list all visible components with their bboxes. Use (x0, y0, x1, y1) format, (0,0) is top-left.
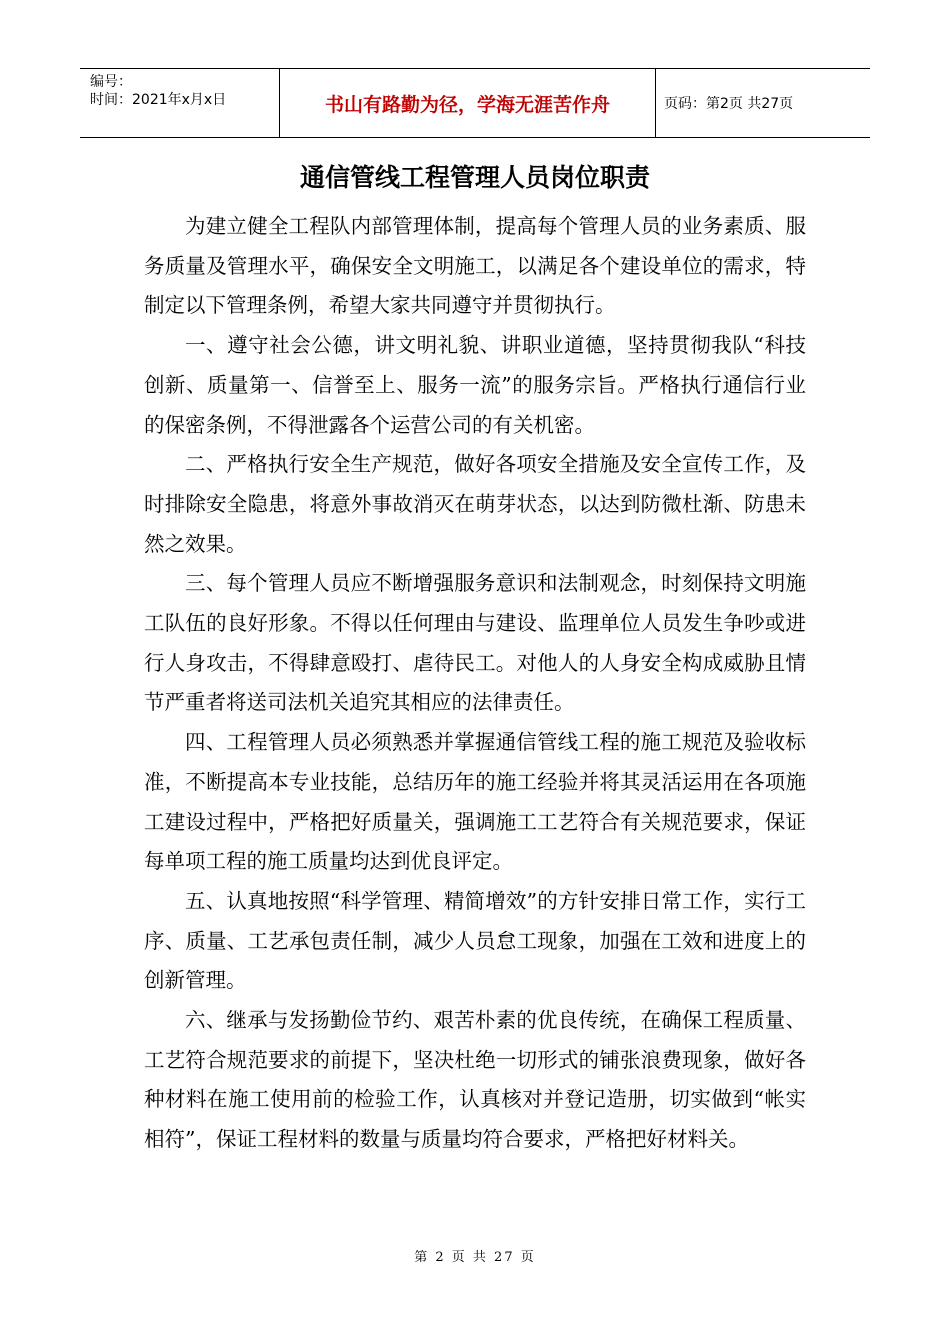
page-footer: 第 2 页 共 27 页 (414, 1250, 536, 1265)
document-body (144, 207, 806, 1160)
document-title: 通信管线工程管理人员岗位职责 (299, 163, 650, 192)
paragraph-clause-1: 一、遵守社会公德，讲文明礼貌、讲职业道德，坚持贯彻我队“科技创新、质量第一、信誉至上、服务一流”的服务宗旨。严格执行通信行业的保密条例，不得泄露各个运营公司的有关机密。 (144, 333, 806, 437)
paragraph-clause-2: 二、严格执行安全生产规范，做好各项安全措施及安全宣传工作，及时排除安全隐患，将意外事故消灭在萌芽状态，以达到防微杜渐、防患未然之效果。 (144, 452, 806, 556)
paragraph-intro: 为建立健全工程队内部管理体制，提高每个管理人员的业务素质、服务质量及管理水平，确保安全文明施工，以满足各个建设单位的需求，特制定以下管理条例，希望大家共同遵守并贯彻执行。 (144, 214, 806, 318)
header-table (80, 68, 870, 138)
document-number-label: 编号： (90, 74, 132, 90)
paragraph-clause-3: 三、每个管理人员应不断增强服务意识和法制观念，时刻保持文明施工队伍的良好形象。不得以任何理由与建设、监理单位人员发生争吵或进行人身攻击，不得肆意殴打、虐待民工。对他人的人身安全构成威胁且情节严重者将送司法机关追究其相应的法律责任。 (144, 571, 806, 715)
paragraph-clause-5: 五、认真地按照“科学管理、精简增效”的方针安排日常工作，实行工序、质量、工艺承包责任制，减少人员怠工现象，加强在工效和进度上的创新管理。 (144, 888, 806, 993)
header-meta-cell (80, 69, 280, 137)
header-motto: 书山有路勤为径，学海无涯苦作舟 (280, 69, 656, 137)
document-date: 时间：2021年x月x日 (90, 92, 227, 108)
paragraph-clause-6: 六、继承与发扬勤俭节约、艰苦朴素的优良传统，在确保工程质量、工艺符合规范要求的前提下，坚决杜绝一切形式的铺张浪费现象，做好各种材料在施工使用前的检验工作，认真核对并登记造册，切实做到“帐实相符”，保证工程材料的数量与质量均符合要求，严格把好材料关。 (144, 1008, 806, 1152)
header-page-info: 页码：第2页 共27页 (664, 96, 794, 112)
paragraph-clause-4: 四、工程管理人员必须熟悉并掌握通信管线工程的施工规范及验收标准，不断提高本专业技能，总结历年的施工经验并将其灵活运用在各项施工建设过程中，严格把好质量关，强调施工工艺符合有关规范要求，保证每单项工程的施工质量均达到优良评定。 (144, 730, 806, 874)
